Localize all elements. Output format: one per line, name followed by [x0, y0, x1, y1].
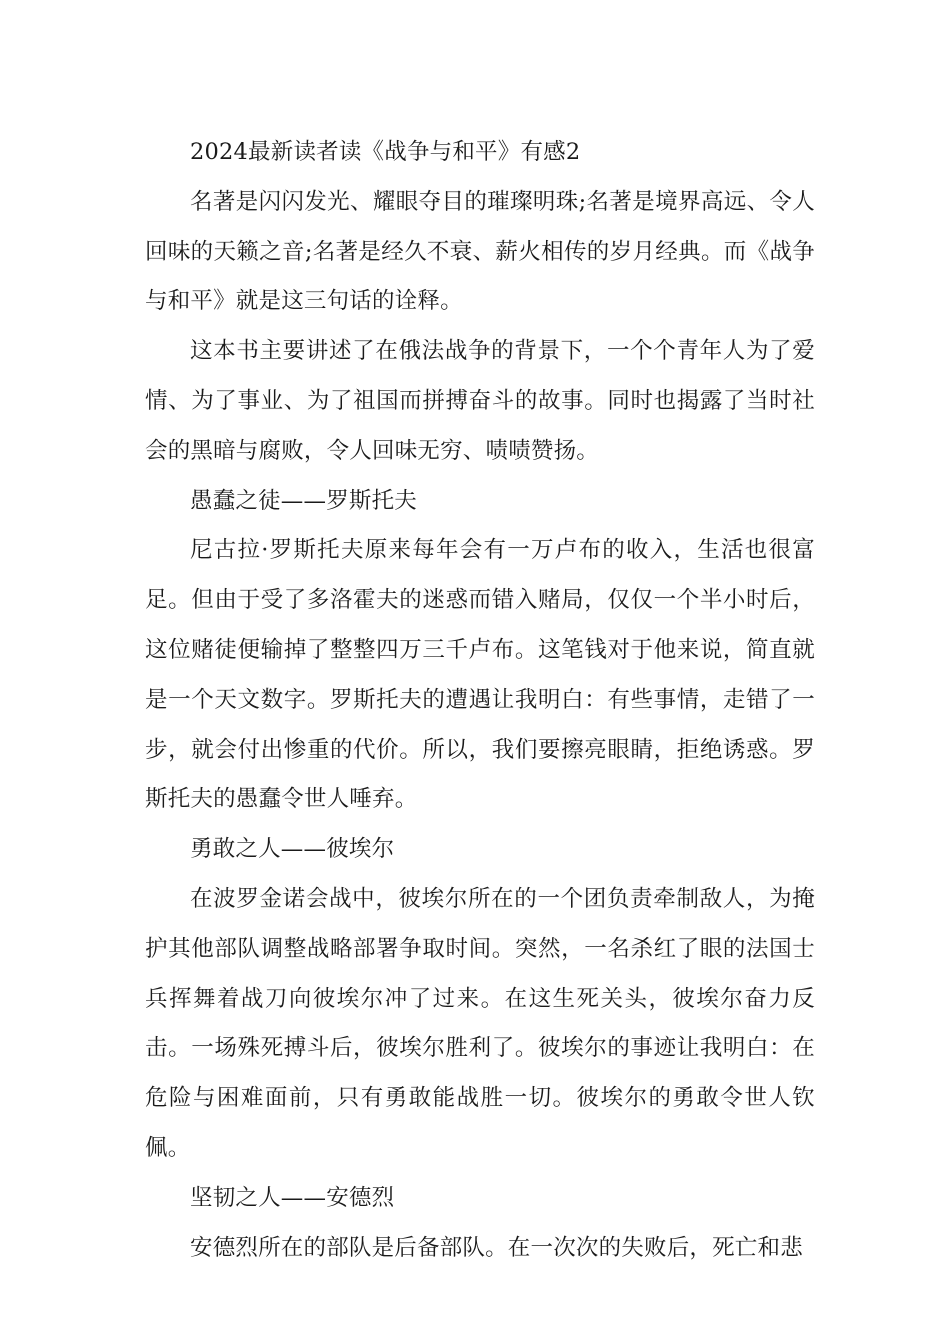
paragraph-andrei: 安德烈所在的部队是后备部队。在一次次的失败后，死亡和悲 [190, 1234, 803, 1261]
section-heading-andrei: 坚韧之人——安德烈 [190, 1184, 395, 1211]
paragraph-summary: 这本书主要讲述了在俄法战争的背景下，一个个青年人为了爱情、为了事业、为了祖国而拼搏奋斗的故事。同时也揭露了当时社会的黑暗与腐败，令人回味无穷、啧啧赞扬。 [145, 338, 815, 464]
paragraph-pierre: 在波罗金诺会战中，彼埃尔所在的一个团负责牵制敌人，为掩护其他部队调整战略部署争取时间。突然，一名杀红了眼的法国士兵挥舞着战刀向彼埃尔冲了过来。在这生死关头，彼埃尔奋力反击。一场殊死搏斗后，彼埃尔胜利了。彼埃尔的事迹让我明白：在危险与困难面前，只有勇敢能战胜一切。彼埃尔的勇敢令世人钦佩。 [145, 885, 815, 1161]
document-title: 2024最新读者读《战争与和平》有感2 [190, 139, 581, 165]
document-body [145, 128, 815, 1273]
paragraph-intro: 名著是闪闪发光、耀眼夺目的璀璨明珠;名著是境界高远、令人回味的天籁之音;名著是经久不衰、薪火相传的岁月经典。而《战争与和平》就是这三句话的诠释。 [145, 188, 815, 315]
section-heading-pierre: 勇敢之人——彼埃尔 [190, 836, 395, 863]
paragraph-rostov: 尼古拉·罗斯托夫原来每年会有一万卢布的收入，生活也很富足。但由于受了多洛霍夫的迷惑而错入赌局，仅仅一个半小时后，这位赌徒便输掉了整整四万三千卢布。这笔钱对于他来说，简直就是一个天文数字。罗斯托夫的遭遇让我明白：有些事情，走错了一步，就会付出惨重的代价。所以，我们要擦亮眼睛，拒绝诱惑。罗斯托夫的愚蠢令世人唾弃。 [145, 537, 815, 813]
section-heading-rostov: 愚蠢之徒——罗斯托夫 [190, 487, 418, 514]
